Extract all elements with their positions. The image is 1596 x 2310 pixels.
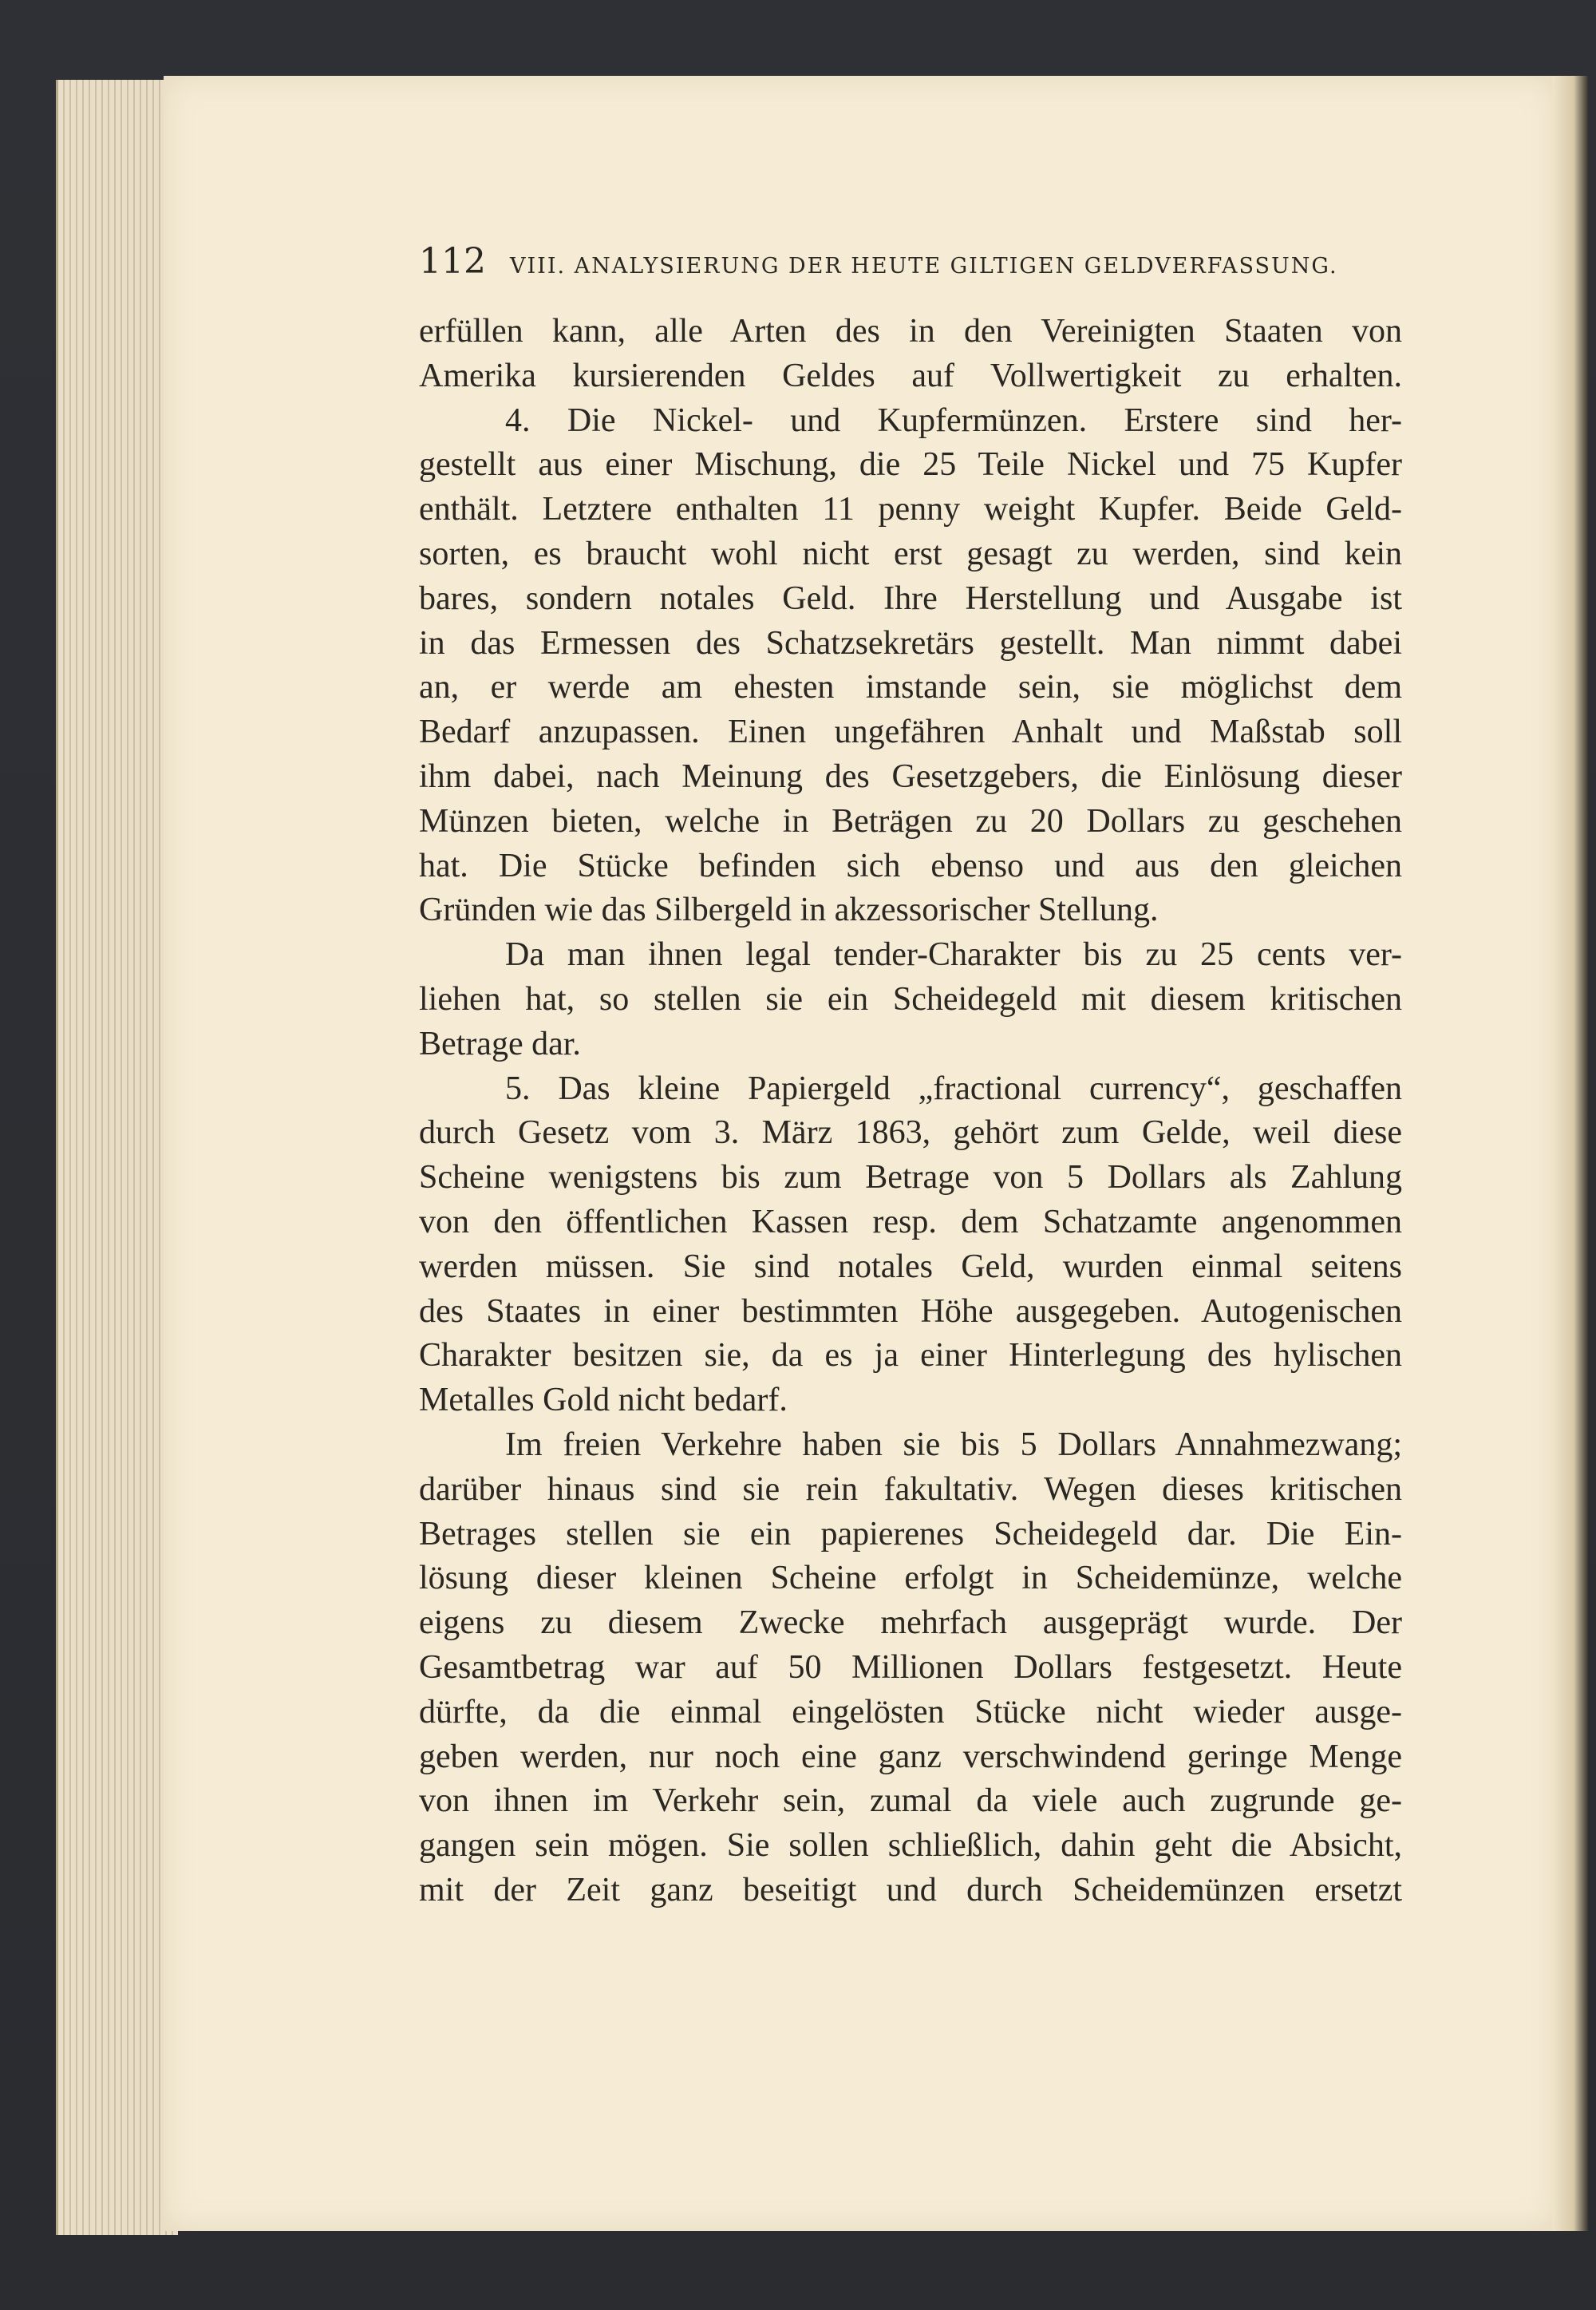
text-line: Im freien Verkehre haben sie bis 5 Dollars Annahmezwang; [505,1426,1402,1463]
text-line: in das Ermessen des Schatzsekretärs gestellt. Man nimmt dabei [419,624,1402,662]
text-line: 5. Das kleine Papiergeld „fractional currency“, geschaffen [505,1070,1402,1107]
text-line: Gründen wie das Silbergeld in akzessorischer Stellung. [419,892,1159,929]
running-title: VIII. ANALYSIERUNG DER HEUTE GILTIGEN GELDVERFASSUNG. [509,254,1338,279]
text-line: des Staates in einer bestimmten Höhe ausgegeben. Autogenischen [419,1292,1402,1330]
text-line: Betrages stellen sie ein papierenes Scheidegeld dar. Die Ein- [419,1515,1402,1553]
text-line: eigens zu diesem Zwecke mehrfach ausgeprägt wurde. Der [419,1604,1402,1642]
text-line: liehen hat, so stellen sie ein Scheidegeld mit diesem kritischen [419,980,1402,1018]
text-line: enthält. Letztere enthalten 11 penny weight Kupfer. Beide Geld- [419,491,1402,528]
text-line: von den öffentlichen Kassen resp. dem Schatzamte angenommen [419,1203,1402,1240]
text-line: Gesamtbetrag war auf 50 Millionen Dollars festgesetzt. Heute [419,1648,1402,1686]
text-line: hat. Die Stücke befinden sich ebenso und aus den gleichen [419,847,1402,884]
text-line: lösung dieser kleinen Scheine erfolgt in Scheidemünze, welche [419,1560,1402,1597]
text-line: 4. Die Nickel- und Kupfermünzen. Erstere sind her- [505,401,1402,439]
text-line: Münzen bieten, welche in Beträgen zu 20 Dollars zu geschehen [419,802,1402,840]
text-line: sorten, es braucht wohl nicht erst gesagt zu werden, sind kein [419,535,1402,572]
text-line: Betrage dar. [419,1025,581,1062]
text-line: an, er werde am ehesten imstande sein, sie möglichst dem [419,669,1402,706]
running-head [419,241,1400,289]
text-line: geben werden, nur noch eine ganz verschwindend geringe Menge [419,1738,1402,1775]
text-line: ihm dabei, nach Meinung des Gesetzgebers, die Einlösung dieser [419,757,1402,795]
text-line: darüber hinaus sind sie rein fakultativ. Wegen dieses kritischen [419,1470,1402,1508]
text-line: erfüllen kann, alle Arten des in den Vereinigten Staaten von [419,313,1402,350]
page-number: 112 [419,241,486,282]
body-text [419,310,1402,1913]
text-line: Scheine wenigstens bis zum Betrage von 5 Dollars als Zahlung [419,1159,1402,1197]
text-line: Amerika kursierenden Geldes auf Vollwertigkeit zu erhalten. [419,357,1402,394]
text-line: durch Gesetz vom 3. März 1863, gehört zum Gelde, weil diese [419,1114,1402,1152]
text-line: gestellt aus einer Mischung, die 25 Teile Nickel und 75 Kupfer [419,446,1402,484]
text-line: dürfte, da die einmal eingelösten Stücke nicht wieder ausge- [419,1693,1402,1731]
text-line: werden müssen. Sie sind notales Geld, wurden einmal seitens [419,1248,1402,1285]
text-line: Da man ihnen legal tender-Charakter bis zu 25 cents ver- [505,936,1402,974]
text-line: gangen sein mögen. Sie sollen schließlich, dahin geht die Absicht, [419,1827,1402,1865]
text-line: Charakter besitzen sie, da es ja einer Hinterlegung des hylischen [419,1337,1402,1375]
page-gutter-edge [1552,76,1588,2231]
page-edges [56,80,178,2235]
text-line: von ihnen im Verkehr sein, zumal da viele auch zugrunde ge- [419,1782,1402,1820]
text-line: Bedarf anzupassen. Einen ungefähren Anhalt und Maßstab soll [419,714,1402,751]
text-line: mit der Zeit ganz beseitigt und durch Scheidemünzen ersetzt [419,1871,1402,1909]
text-line: bares, sondern notales Geld. Ihre Herstellung und Ausgabe ist [419,579,1402,617]
text-line: Metalles Gold nicht bedarf. [419,1382,788,1419]
